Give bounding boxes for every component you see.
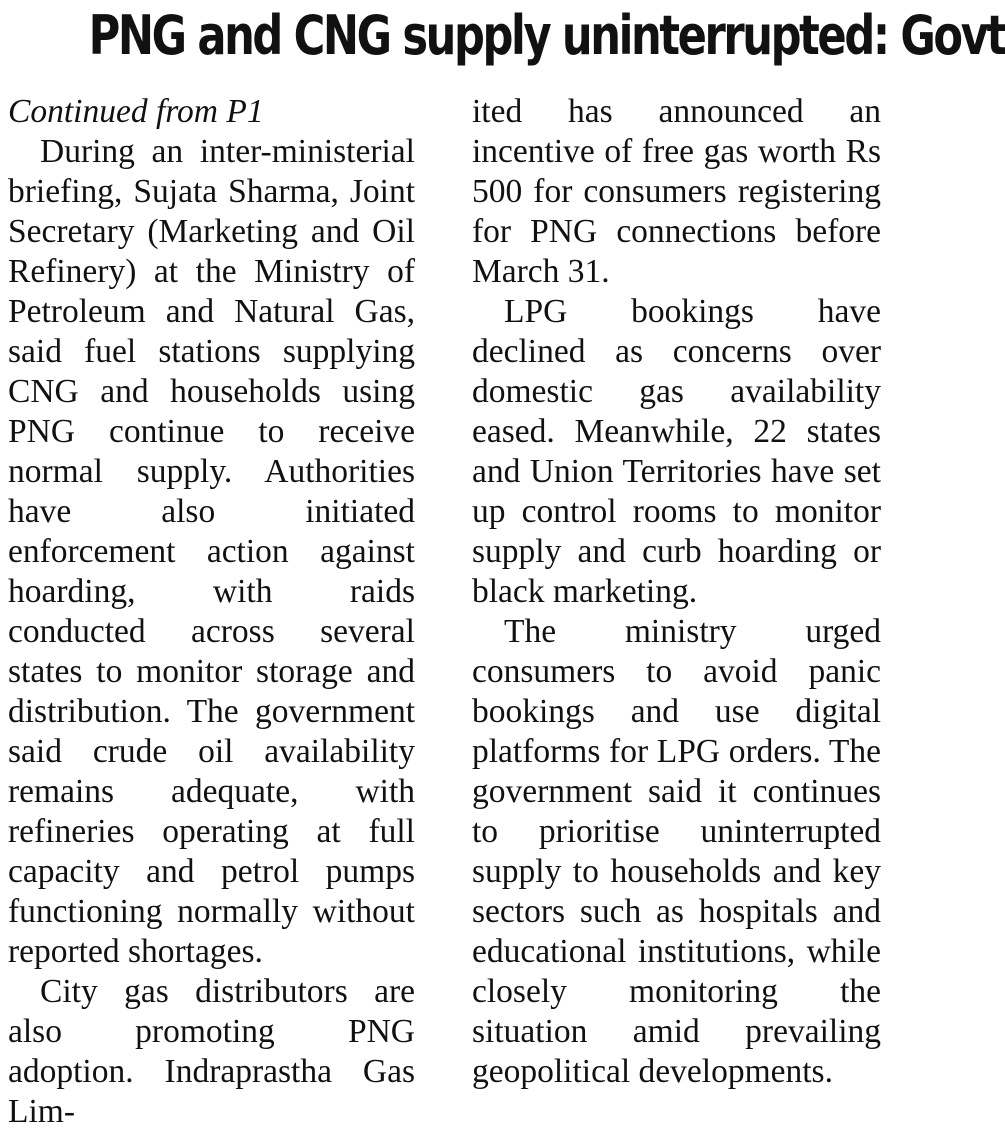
article-paragraph: During an inter-ministerial briefing, Sujata Sharma, Joint Secretary (Marketing and Oil Refinery) at the Ministry of Petroleum and Natural Gas, said fuel stations supplying CNG and households using PNG continue to receive normal supply. Authorities have also initiated enforcement action against hoarding, with raids conducted across several states to monitor storage and distribution. The government said crude oil availability remains adequate, with refineries operating at full capacity and petrol pumps functioning normally without reported shortages. xyxy=(8,133,415,970)
article-column-right xyxy=(472,92,881,1092)
article-paragraph: LPG bookings have declined as concerns over domestic gas availability eased. Meanwhile, 22 states and Union Territories have set up control rooms to monitor supply and curb hoarding or black marketing. xyxy=(472,293,881,610)
headline: PNG and CNG supply uninterrupted: Govt xyxy=(88,4,1005,67)
article-paragraph: City gas distributors are also promoting PNG adoption. Indraprastha Gas Lim- xyxy=(8,973,415,1130)
article-paragraph: The ministry urged consumers to avoid panic bookings and use digital platforms for LPG orders. The government said it continues to prioritise uninterrupted supply to households and key sectors such as hospitals and educational institutions, while closely monitoring the situation amid prevailing geopolitical developments. xyxy=(472,613,881,1090)
article-paragraph-continued: ited has announced an incentive of free gas worth Rs 500 for consumers registering for PNG connections before March 31. xyxy=(472,93,881,290)
continued-note: Continued from P1 xyxy=(8,93,264,130)
article-column-left xyxy=(8,92,415,1132)
